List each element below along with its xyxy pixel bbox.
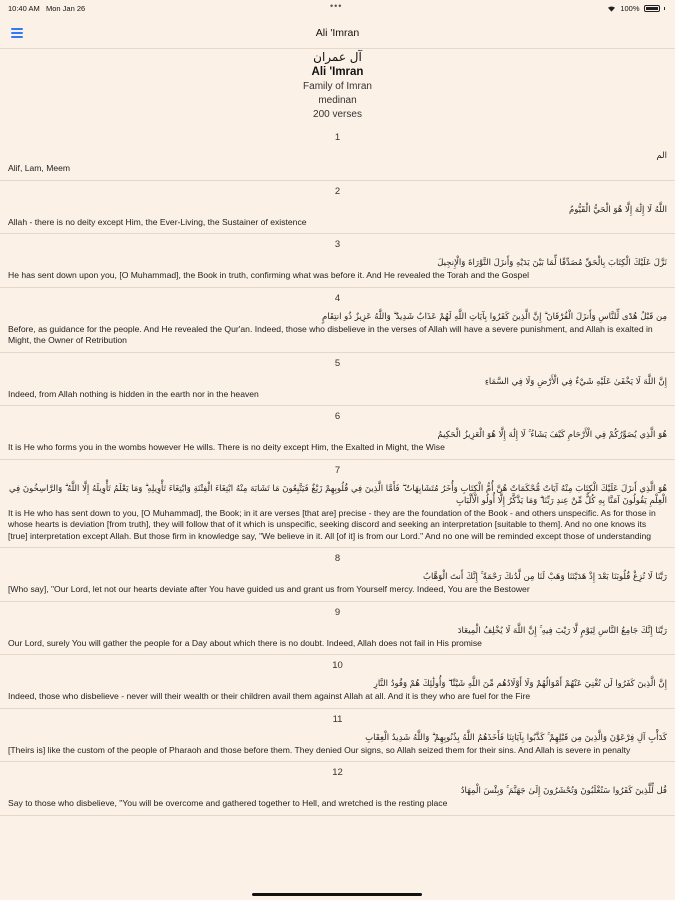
verse-arabic: هُوَ الَّذِي أَنزَلَ عَلَيْكَ الْكِتَابَ مِنْهُ آيَاتٌ مُّحْكَمَاتٌ هُنَّ أُمُّ الْكِتَابِ وَأُخَرُ مُتَشَابِهَاتٌ ۖ فَأَمَّا الَّذِينَ فِي قُلُوبِهِمْ زَيْغٌ فَيَتَّبِعُونَ مَا تَشَابَهَ مِنْهُ ابْتِغَاءَ الْفِتْنَةِ وَابْتِغَاءَ تَأْوِيلِهِ ۗ وَمَا يَعْلَمُ تَأْوِيلَهُ إِلَّا اللَّهُ ۗ وَالرَّاسِخُونَ فِي الْعِلْمِ يَقُولُونَ آمَنَّا بِهِ كُلٌّ مِّنْ عِندِ رَبِّنَا ۗ وَمَا يَذَّكَّرُ إِلَّا أُولُو الْأَلْبَابِ: [9, 483, 667, 506]
verse-number: 11: [332, 713, 343, 725]
verse-arabic: الم: [656, 151, 667, 161]
verse-number: 7: [334, 464, 341, 476]
verse-arabic: رَبَّنَا إِنَّكَ جَامِعُ النَّاسِ لِيَوْمٍ لَّا رَيْبَ فِيهِ ۚ إِنَّ اللَّهَ لَا يُخْلِفُ الْمِيعَادَ: [457, 625, 667, 636]
verse-arabic: نَزَّلَ عَلَيْكَ الْكِتَابَ بِالْحَقِّ مُصَدِّقًا لِّمَا بَيْنَ يَدَيْهِ وَأَنزَلَ التَّوْرَاةَ وَالْإِنجِيلَ: [437, 258, 667, 268]
home-indicator[interactable]: [252, 893, 422, 896]
verse-row-5[interactable]: [0, 353, 675, 407]
verse-row-1[interactable]: [0, 127, 675, 181]
surah-name: Ali 'Imran: [311, 66, 364, 78]
verse-number: 10: [332, 660, 343, 671]
surah-meaning: Family of Imran: [303, 81, 372, 92]
verse-translation: Our Lord, surely You will gather the people for a Day about which there is no doubt. Indeed, Allah does not fail in His promise: [8, 637, 482, 648]
verse-translation: Say to those who disbelieve, "You will be overcome and gathered together to Hell, and wretched is the resting place: [8, 798, 448, 808]
verse-number: 6: [334, 411, 341, 422]
status-right: [607, 4, 665, 13]
verse-arabic: رَبَّنَا لَا تُزِغْ قُلُوبَنَا بَعْدَ إِذْ هَدَيْتَنَا وَهَبْ لَنَا مِن لَّدُنكَ رَحْمَةً ۚ إِنَّكَ أَنتَ الْوَهَّابُ: [423, 572, 667, 582]
battery-percent: 100%: [620, 4, 640, 13]
verse-row-6[interactable]: [0, 406, 675, 460]
verse-translation: [Theirs is] like the custom of the people of Pharaoh and those before them. They denied Our signs, so Allah seized them for their sins. And Allah is severe in penalty: [8, 744, 631, 755]
verse-arabic: اللَّهُ لَا إِلَٰهَ إِلَّا هُوَ الْحَيُّ الْقَيُّومُ: [569, 204, 667, 215]
verse-list: [0, 127, 675, 816]
status-time: 10:40 AM Mon Jan 26: [8, 4, 86, 13]
verse-arabic: هُوَ الَّذِي يُصَوِّرُكُمْ فِي الْأَرْحَامِ كَيْفَ يَشَاءُ ۚ لَا إِلَٰهَ إِلَّا هُوَ الْعَزِيزُ الْحَكِيمُ: [437, 430, 667, 440]
verse-translation: It is He who has sent down to you, [O Muhammad], the Book; in it are verses [that are] precise - they are the foundation of the Book - and others unspecific. As for those in whose hearts is deviation [from truth], they will follow that of it which is unspecific, seeking discord and seeking an interpretation [suitable to them]. And no one knows its [true] interpretation except Allah. But those firm in knowledge say, "We believe in it. All [of it] is from our Lord." And no one will be reminded except those of understanding: [8, 507, 656, 541]
navigation-bar: [0, 18, 675, 49]
surah-arabic-name: آل عمران: [313, 50, 362, 64]
verse-translation: Indeed, from Allah nothing is hidden in the earth nor in the heaven: [8, 388, 259, 399]
surah-revelation-type: medinan: [318, 95, 357, 106]
verse-number: 4: [334, 292, 341, 304]
verse-number: 1: [334, 132, 341, 143]
wifi-icon: [607, 5, 616, 12]
verse-row-2[interactable]: [0, 181, 675, 235]
surah-verse-count: 200 verses: [313, 109, 362, 120]
battery-tip: [664, 7, 666, 10]
verse-number: 3: [334, 239, 341, 250]
verse-translation: It is He who forms you in the wombs however He wills. There is no deity except Him, the Exalted in Might, the Wise: [8, 442, 445, 452]
verse-row-4[interactable]: [0, 288, 675, 353]
verse-translation: Alif, Lam, Meem: [8, 163, 71, 173]
verse-translation: He has sent down upon you, [O Muhammad], the Book in truth, confirming what was before it. And He revealed the Torah and the Gospel: [8, 270, 530, 280]
verse-number: 12: [332, 767, 343, 778]
verse-row-3[interactable]: [0, 234, 675, 288]
verse-number: 9: [334, 606, 341, 618]
verse-arabic: مِن قَبْلُ هُدًى لِّلنَّاسِ وَأَنزَلَ الْفُرْقَانَ ۗ إِنَّ الَّذِينَ كَفَرُوا بِآيَاتِ اللَّهِ لَهُمْ عَذَابٌ شَدِيدٌ ۗ وَاللَّهُ عَزِيزٌ ذُو انتِقَامٍ: [322, 311, 667, 322]
verse-arabic: كَدَأْبِ آلِ فِرْعَوْنَ وَالَّذِينَ مِن قَبْلِهِمْ ۚ كَذَّبُوا بِآيَاتِنَا فَأَخَذَهُمُ اللَّهُ بِذُنُوبِهِمْ ۗ وَاللَّهُ شَدِيدُ الْعِقَابِ: [365, 732, 667, 743]
surah-header: [0, 50, 675, 122]
verse-number: 2: [334, 185, 341, 197]
verse-translation: Before, as guidance for the people. And He revealed the Qur'an. Indeed, those who disbelieve in the verses of Allah will have a severe punishment, and Allah is exalted in Might, the Owner of Retribution: [8, 323, 653, 345]
multitasking-dots-icon[interactable]: •••: [330, 1, 343, 11]
verse-row-11[interactable]: [0, 709, 675, 763]
verse-number: 5: [334, 357, 341, 369]
verse-arabic: إِنَّ الَّذِينَ كَفَرُوا لَن تُغْنِيَ عَنْهُمْ أَمْوَالُهُمْ وَلَا أَوْلَادُهُم مِّنَ اللَّهِ شَيْئًا ۖ وَأُولَٰئِكَ هُمْ وَقُودُ النَّارِ: [373, 679, 667, 689]
verse-arabic: قُل لِّلَّذِينَ كَفَرُوا سَتُغْلَبُونَ وَتُحْشَرُونَ إِلَىٰ جَهَنَّمَ ۚ وَبِئْسَ الْمِهَادُ: [460, 786, 667, 796]
status-bar: [0, 0, 675, 18]
verse-number: 8: [334, 553, 341, 564]
verse-translation: Indeed, those who disbelieve - never will their wealth or their children avail them against Allah at all. And it is they who are fuel for the Fire: [8, 691, 531, 701]
verse-row-12[interactable]: [0, 762, 675, 816]
verse-row-7[interactable]: [0, 460, 675, 549]
nav-title: Ali 'Imran: [315, 27, 360, 39]
verse-row-10[interactable]: [0, 655, 675, 709]
verse-row-9[interactable]: [0, 602, 675, 656]
verse-translation: Allah - there is no deity except Him, the Ever-Living, the Sustainer of existence: [8, 216, 307, 227]
verse-row-8[interactable]: [0, 548, 675, 602]
verse-translation: [Who say], "Our Lord, let not our hearts deviate after You have guided us and grant us from Yourself mercy. Indeed, You are the Bestower: [8, 584, 530, 594]
battery-icon: [644, 5, 660, 12]
verse-arabic: إِنَّ اللَّهَ لَا يَخْفَىٰ عَلَيْهِ شَيْءٌ فِي الْأَرْضِ وَلَا فِي السَّمَاءِ: [484, 376, 667, 387]
